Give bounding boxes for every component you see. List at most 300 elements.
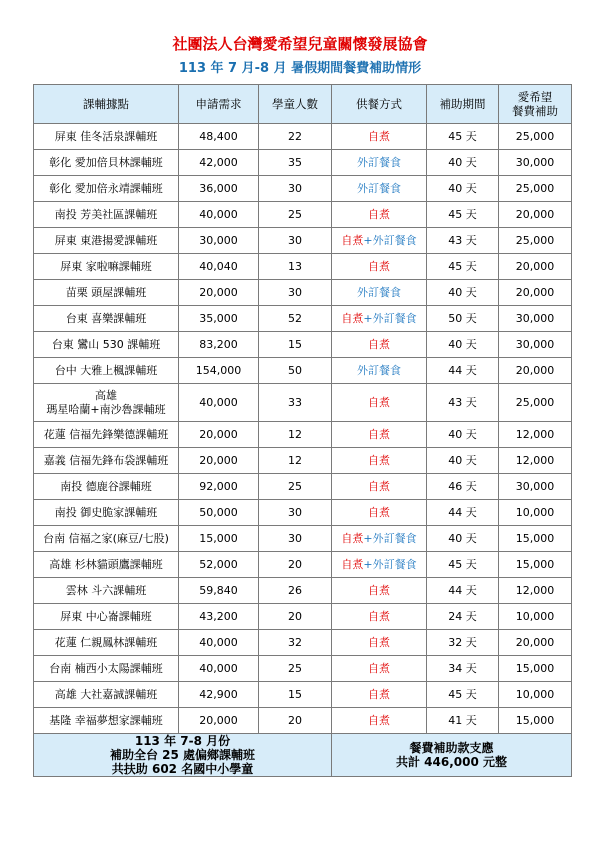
table-row <box>34 124 572 150</box>
subsidy-value: 30,000 <box>515 155 555 169</box>
subsidy-value: 30,000 <box>515 311 555 325</box>
subsidy-value: 10,000 <box>515 505 555 519</box>
cell-need <box>179 306 259 332</box>
site-name: 南投 芳美社區課輔班 <box>54 207 158 221</box>
table-row <box>34 422 572 448</box>
cell-period <box>427 656 499 682</box>
need-value: 43,200 <box>199 609 238 623</box>
header-subsidy <box>499 85 572 124</box>
meal-catering: 外訂餐食 <box>372 557 417 571</box>
table-row <box>34 358 572 384</box>
site-name: 南投 御史脆家課輔班 <box>54 505 158 519</box>
cell-meal <box>332 254 427 280</box>
cell-site <box>34 306 179 332</box>
kids-value: 26 <box>288 583 302 597</box>
cell-meal <box>332 708 427 734</box>
cell-period <box>427 124 499 150</box>
cell-meal <box>332 228 427 254</box>
cell-need <box>179 358 259 384</box>
period-value: 40 天 <box>448 427 477 441</box>
cell-site <box>34 358 179 384</box>
period-value: 43 天 <box>448 233 477 247</box>
cell-kids <box>259 228 332 254</box>
subsidy-value: 20,000 <box>515 259 555 273</box>
cell-kids <box>259 124 332 150</box>
cell-subsidy <box>499 228 572 254</box>
site-name: 台東 鸞山 530 課輔班 <box>51 337 161 351</box>
subsidy-value: 25,000 <box>515 129 555 143</box>
need-value: 83,200 <box>199 337 238 351</box>
need-value: 40,040 <box>199 259 238 273</box>
cell-period <box>427 228 499 254</box>
cell-site <box>34 332 179 358</box>
cell-meal <box>332 332 427 358</box>
meal-catering: 外訂餐食 <box>357 285 401 299</box>
document-subtitle: 113 年 7 月-8 月 暑假期間餐費補助情形 <box>178 61 422 76</box>
cell-need <box>179 682 259 708</box>
site-name: 苗栗 頭屋課輔班 <box>65 285 147 299</box>
cell-period <box>427 358 499 384</box>
meal-self-cook: 自煮 <box>368 635 390 649</box>
cell-site <box>34 254 179 280</box>
cell-subsidy <box>499 474 572 500</box>
cell-period <box>427 448 499 474</box>
cell-need <box>179 384 259 422</box>
cell-meal <box>332 552 427 578</box>
cell-kids <box>259 656 332 682</box>
site-name: 台中 大雅上楓課輔班 <box>54 363 158 377</box>
period-value: 40 天 <box>448 453 477 467</box>
table-row <box>34 150 572 176</box>
need-value: 40,000 <box>199 661 238 675</box>
cell-subsidy <box>499 604 572 630</box>
cell-meal <box>332 176 427 202</box>
cell-need <box>179 708 259 734</box>
cell-kids <box>259 358 332 384</box>
period-value: 34 天 <box>448 661 477 675</box>
cell-need <box>179 526 259 552</box>
site-name: 南投 德鹿谷課輔班 <box>60 479 152 493</box>
cell-meal <box>332 422 427 448</box>
cell-site <box>34 656 179 682</box>
meal-self-cook: 自煮 <box>368 583 390 597</box>
kids-value: 35 <box>288 155 302 169</box>
meal-catering: 外訂餐食 <box>372 233 417 247</box>
cell-subsidy <box>499 656 572 682</box>
header-meal: 供餐方式 <box>332 85 427 124</box>
cell-kids <box>259 604 332 630</box>
cell-meal <box>332 280 427 306</box>
cell-meal <box>332 448 427 474</box>
kids-value: 22 <box>288 129 302 143</box>
meal-self-cook: 自煮 <box>341 531 364 545</box>
table-row <box>34 656 572 682</box>
cell-meal <box>332 202 427 228</box>
cell-period <box>427 384 499 422</box>
cell-need <box>179 474 259 500</box>
meal-self-cook: 自煮 <box>368 427 390 441</box>
period-value: 43 天 <box>448 395 477 409</box>
site-name: 高雄 大社嘉誠課輔班 <box>54 687 158 701</box>
cell-kids <box>259 176 332 202</box>
cell-meal <box>332 306 427 332</box>
site-name: 屏東 中心崙課輔班 <box>60 609 152 623</box>
period-value: 50 天 <box>448 311 477 325</box>
header-subsidy-line2: 餐費補助 <box>512 104 558 118</box>
header-need: 申請需求 <box>179 85 259 124</box>
cell-subsidy <box>499 578 572 604</box>
cell-meal <box>332 604 427 630</box>
cell-period <box>427 578 499 604</box>
cell-site <box>34 422 179 448</box>
cell-period <box>427 682 499 708</box>
kids-value: 32 <box>288 635 302 649</box>
table-row <box>34 254 572 280</box>
cell-kids <box>259 384 332 422</box>
subsidy-value: 15,000 <box>515 557 555 571</box>
cell-need <box>179 448 259 474</box>
kids-value: 25 <box>288 661 302 675</box>
site-name: 基隆 幸福夢想家課輔班 <box>49 713 163 727</box>
cell-kids <box>259 150 332 176</box>
kids-value: 25 <box>288 479 302 493</box>
table-header-row <box>34 85 572 124</box>
need-value: 52,000 <box>199 557 238 571</box>
cell-period <box>427 176 499 202</box>
kids-value: 30 <box>288 233 302 247</box>
need-value: 48,400 <box>199 129 238 143</box>
header-subsidy-line1: 愛希望 <box>517 90 553 104</box>
cell-kids <box>259 552 332 578</box>
need-value: 42,000 <box>199 155 238 169</box>
cell-need <box>179 500 259 526</box>
site-name: 雲林 斗六課輔班 <box>65 583 147 597</box>
cell-site <box>34 280 179 306</box>
meal-plus: + <box>363 557 373 571</box>
cell-period <box>427 708 499 734</box>
period-value: 40 天 <box>448 337 477 351</box>
cell-site <box>34 150 179 176</box>
cell-site <box>34 500 179 526</box>
cell-kids <box>259 500 332 526</box>
header-period: 補助期間 <box>427 85 499 124</box>
summary-left-line1: 113 年 7-8 月份 <box>134 734 231 748</box>
cell-subsidy <box>499 384 572 422</box>
cell-meal <box>332 150 427 176</box>
table-body <box>34 124 572 734</box>
period-value: 40 天 <box>448 285 477 299</box>
period-value: 41 天 <box>448 713 477 727</box>
period-value: 24 天 <box>448 609 477 623</box>
period-value: 45 天 <box>448 557 477 571</box>
cell-kids <box>259 526 332 552</box>
summary-left-line2: 補助全台 25 處偏鄉課輔班 <box>109 748 256 762</box>
kids-value: 30 <box>288 505 302 519</box>
kids-value: 15 <box>288 337 302 351</box>
cell-kids <box>259 202 332 228</box>
table-row <box>34 332 572 358</box>
cell-meal <box>332 526 427 552</box>
cell-subsidy <box>499 332 572 358</box>
table-row <box>34 708 572 734</box>
cell-subsidy <box>499 358 572 384</box>
cell-period <box>427 202 499 228</box>
subsidy-value: 15,000 <box>515 661 555 675</box>
table-row <box>34 682 572 708</box>
summary-left-line3: 共扶助 602 名國中小學童 <box>111 762 254 776</box>
cell-site <box>34 552 179 578</box>
period-value: 45 天 <box>448 259 477 273</box>
subsidy-value: 12,000 <box>515 427 555 441</box>
summary-right-line1: 餐費補助款支應 <box>409 741 494 755</box>
cell-site <box>34 630 179 656</box>
need-value: 40,000 <box>199 395 238 409</box>
cell-subsidy <box>499 150 572 176</box>
need-value: 30,000 <box>199 233 238 247</box>
cell-need <box>179 280 259 306</box>
table-row <box>34 280 572 306</box>
cell-site <box>34 124 179 150</box>
cell-period <box>427 422 499 448</box>
meal-plus: + <box>363 311 373 325</box>
site-name: 花蓮 仁親鳳林課輔班 <box>54 635 158 649</box>
cell-meal <box>332 384 427 422</box>
kids-value: 20 <box>288 557 302 571</box>
cell-subsidy <box>499 280 572 306</box>
period-value: 40 天 <box>448 155 477 169</box>
meal-catering: 外訂餐食 <box>357 181 401 195</box>
period-value: 44 天 <box>448 505 477 519</box>
cell-subsidy <box>499 682 572 708</box>
meal-catering: 外訂餐食 <box>357 363 401 377</box>
period-value: 44 天 <box>448 583 477 597</box>
cell-subsidy <box>499 176 572 202</box>
cell-meal <box>332 124 427 150</box>
table-row <box>34 526 572 552</box>
meal-self-cook: 自煮 <box>368 453 390 467</box>
period-value: 46 天 <box>448 479 477 493</box>
cell-need <box>179 176 259 202</box>
kids-value: 20 <box>288 713 302 727</box>
cell-site <box>34 604 179 630</box>
period-value: 44 天 <box>448 363 477 377</box>
cell-need <box>179 578 259 604</box>
kids-value: 30 <box>288 285 302 299</box>
cell-kids <box>259 332 332 358</box>
meal-self-cook: 自煮 <box>368 129 390 143</box>
need-value: 42,900 <box>199 687 238 701</box>
cell-site <box>34 708 179 734</box>
cell-subsidy <box>499 202 572 228</box>
site-name: 高雄 <box>95 388 117 402</box>
subsidy-value: 25,000 <box>515 395 555 409</box>
table-row <box>34 384 572 422</box>
site-name: 屏東 佳冬活泉課輔班 <box>54 129 158 143</box>
cell-site <box>34 526 179 552</box>
kids-value: 30 <box>288 531 302 545</box>
cell-site <box>34 474 179 500</box>
period-value: 32 天 <box>448 635 477 649</box>
need-value: 15,000 <box>199 531 238 545</box>
subsidy-value: 25,000 <box>515 233 555 247</box>
subsidy-value: 30,000 <box>515 337 555 351</box>
cell-period <box>427 500 499 526</box>
cell-subsidy <box>499 552 572 578</box>
kids-value: 30 <box>288 181 302 195</box>
site-name: 屏東 家啦嘛課輔班 <box>60 259 152 273</box>
cell-period <box>427 254 499 280</box>
cell-need <box>179 202 259 228</box>
site-name: 屏東 東港揚愛課輔班 <box>54 233 158 247</box>
need-value: 35,000 <box>199 311 238 325</box>
site-name: 高雄 杉林貓頭鷹課輔班 <box>49 557 163 571</box>
meal-self-cook: 自煮 <box>368 687 390 701</box>
meal-plus: + <box>363 531 373 545</box>
cell-period <box>427 526 499 552</box>
period-value: 40 天 <box>448 531 477 545</box>
cell-subsidy <box>499 526 572 552</box>
cell-period <box>427 604 499 630</box>
cell-need <box>179 332 259 358</box>
cell-period <box>427 630 499 656</box>
cell-site <box>34 578 179 604</box>
subsidy-value: 25,000 <box>515 181 555 195</box>
subsidy-value: 15,000 <box>515 713 555 727</box>
cell-subsidy <box>499 630 572 656</box>
table-row <box>34 448 572 474</box>
table-row <box>34 228 572 254</box>
subsidy-value: 20,000 <box>515 207 555 221</box>
cell-kids <box>259 630 332 656</box>
cell-meal <box>332 358 427 384</box>
subsidy-value: 20,000 <box>515 285 555 299</box>
document-title: 社團法人台灣愛希望兒童關懷發展協會 <box>172 35 428 53</box>
need-value: 40,000 <box>199 207 238 221</box>
meal-catering: 外訂餐食 <box>357 155 401 169</box>
need-value: 20,000 <box>199 285 238 299</box>
cell-meal <box>332 682 427 708</box>
cell-period <box>427 552 499 578</box>
meal-self-cook: 自煮 <box>368 713 390 727</box>
need-value: 20,000 <box>199 427 238 441</box>
meal-self-cook: 自煮 <box>341 557 364 571</box>
cell-meal <box>332 656 427 682</box>
cell-need <box>179 656 259 682</box>
cell-kids <box>259 422 332 448</box>
site-name: 彰化 愛加倍貝林課輔班 <box>49 155 163 169</box>
subsidy-value: 20,000 <box>515 363 555 377</box>
cell-site <box>34 682 179 708</box>
cell-need <box>179 150 259 176</box>
need-value: 20,000 <box>199 453 238 467</box>
cell-subsidy <box>499 708 572 734</box>
site-name: 台東 喜樂課輔班 <box>65 311 147 325</box>
cell-subsidy <box>499 448 572 474</box>
site-name: 花蓮 信福先鋒樂德課輔班 <box>43 427 169 441</box>
summary-left <box>34 734 332 777</box>
period-value: 45 天 <box>448 687 477 701</box>
meal-self-cook: 自煮 <box>341 233 364 247</box>
need-value: 50,000 <box>199 505 238 519</box>
meal-self-cook: 自煮 <box>341 311 364 325</box>
need-value: 40,000 <box>199 635 238 649</box>
need-value: 154,000 <box>195 363 242 377</box>
cell-need <box>179 552 259 578</box>
kids-value: 12 <box>288 427 302 441</box>
kids-value: 15 <box>288 687 302 701</box>
cell-site <box>34 384 179 422</box>
cell-kids <box>259 306 332 332</box>
subsidy-value: 20,000 <box>515 635 555 649</box>
cell-subsidy <box>499 124 572 150</box>
subsidy-value: 30,000 <box>515 479 555 493</box>
meal-plus: + <box>363 233 373 247</box>
meal-self-cook: 自煮 <box>368 207 390 221</box>
cell-need <box>179 630 259 656</box>
table-row <box>34 176 572 202</box>
summary-row <box>34 734 572 777</box>
need-value: 36,000 <box>199 181 238 195</box>
table-row <box>34 604 572 630</box>
meal-catering: 外訂餐食 <box>372 531 417 545</box>
cell-period <box>427 150 499 176</box>
period-value: 45 天 <box>448 129 477 143</box>
meal-self-cook: 自煮 <box>368 337 390 351</box>
cell-kids <box>259 682 332 708</box>
cell-meal <box>332 578 427 604</box>
need-value: 20,000 <box>199 713 238 727</box>
cell-period <box>427 474 499 500</box>
subsidy-table <box>33 84 572 777</box>
meal-self-cook: 自煮 <box>368 609 390 623</box>
cell-period <box>427 306 499 332</box>
cell-meal <box>332 630 427 656</box>
kids-value: 50 <box>288 363 302 377</box>
meal-self-cook: 自煮 <box>368 661 390 675</box>
cell-period <box>427 332 499 358</box>
cell-site <box>34 176 179 202</box>
meal-self-cook: 自煮 <box>368 395 390 409</box>
cell-meal <box>332 474 427 500</box>
kids-value: 52 <box>288 311 302 325</box>
table-row <box>34 500 572 526</box>
kids-value: 33 <box>288 395 302 409</box>
cell-need <box>179 422 259 448</box>
subsidy-value: 10,000 <box>515 687 555 701</box>
period-value: 45 天 <box>448 207 477 221</box>
cell-kids <box>259 474 332 500</box>
site-name: 台南 楠西小太陽課輔班 <box>49 661 163 675</box>
cell-subsidy <box>499 254 572 280</box>
subsidy-value: 15,000 <box>515 531 555 545</box>
cell-subsidy <box>499 422 572 448</box>
cell-need <box>179 124 259 150</box>
site-name-line2: 瑪星哈蘭+南沙魯課輔班 <box>46 402 166 416</box>
table-row <box>34 630 572 656</box>
site-name: 嘉義 信福先鋒布袋課輔班 <box>43 453 169 467</box>
cell-need <box>179 604 259 630</box>
kids-value: 20 <box>288 609 302 623</box>
need-value: 59,840 <box>199 583 238 597</box>
cell-subsidy <box>499 500 572 526</box>
header-site: 課輔據點 <box>34 85 179 124</box>
period-value: 40 天 <box>448 181 477 195</box>
need-value: 92,000 <box>199 479 238 493</box>
cell-site <box>34 228 179 254</box>
meal-catering: 外訂餐食 <box>372 311 417 325</box>
subsidy-value: 12,000 <box>515 583 555 597</box>
header-kids: 學童人數 <box>259 85 332 124</box>
